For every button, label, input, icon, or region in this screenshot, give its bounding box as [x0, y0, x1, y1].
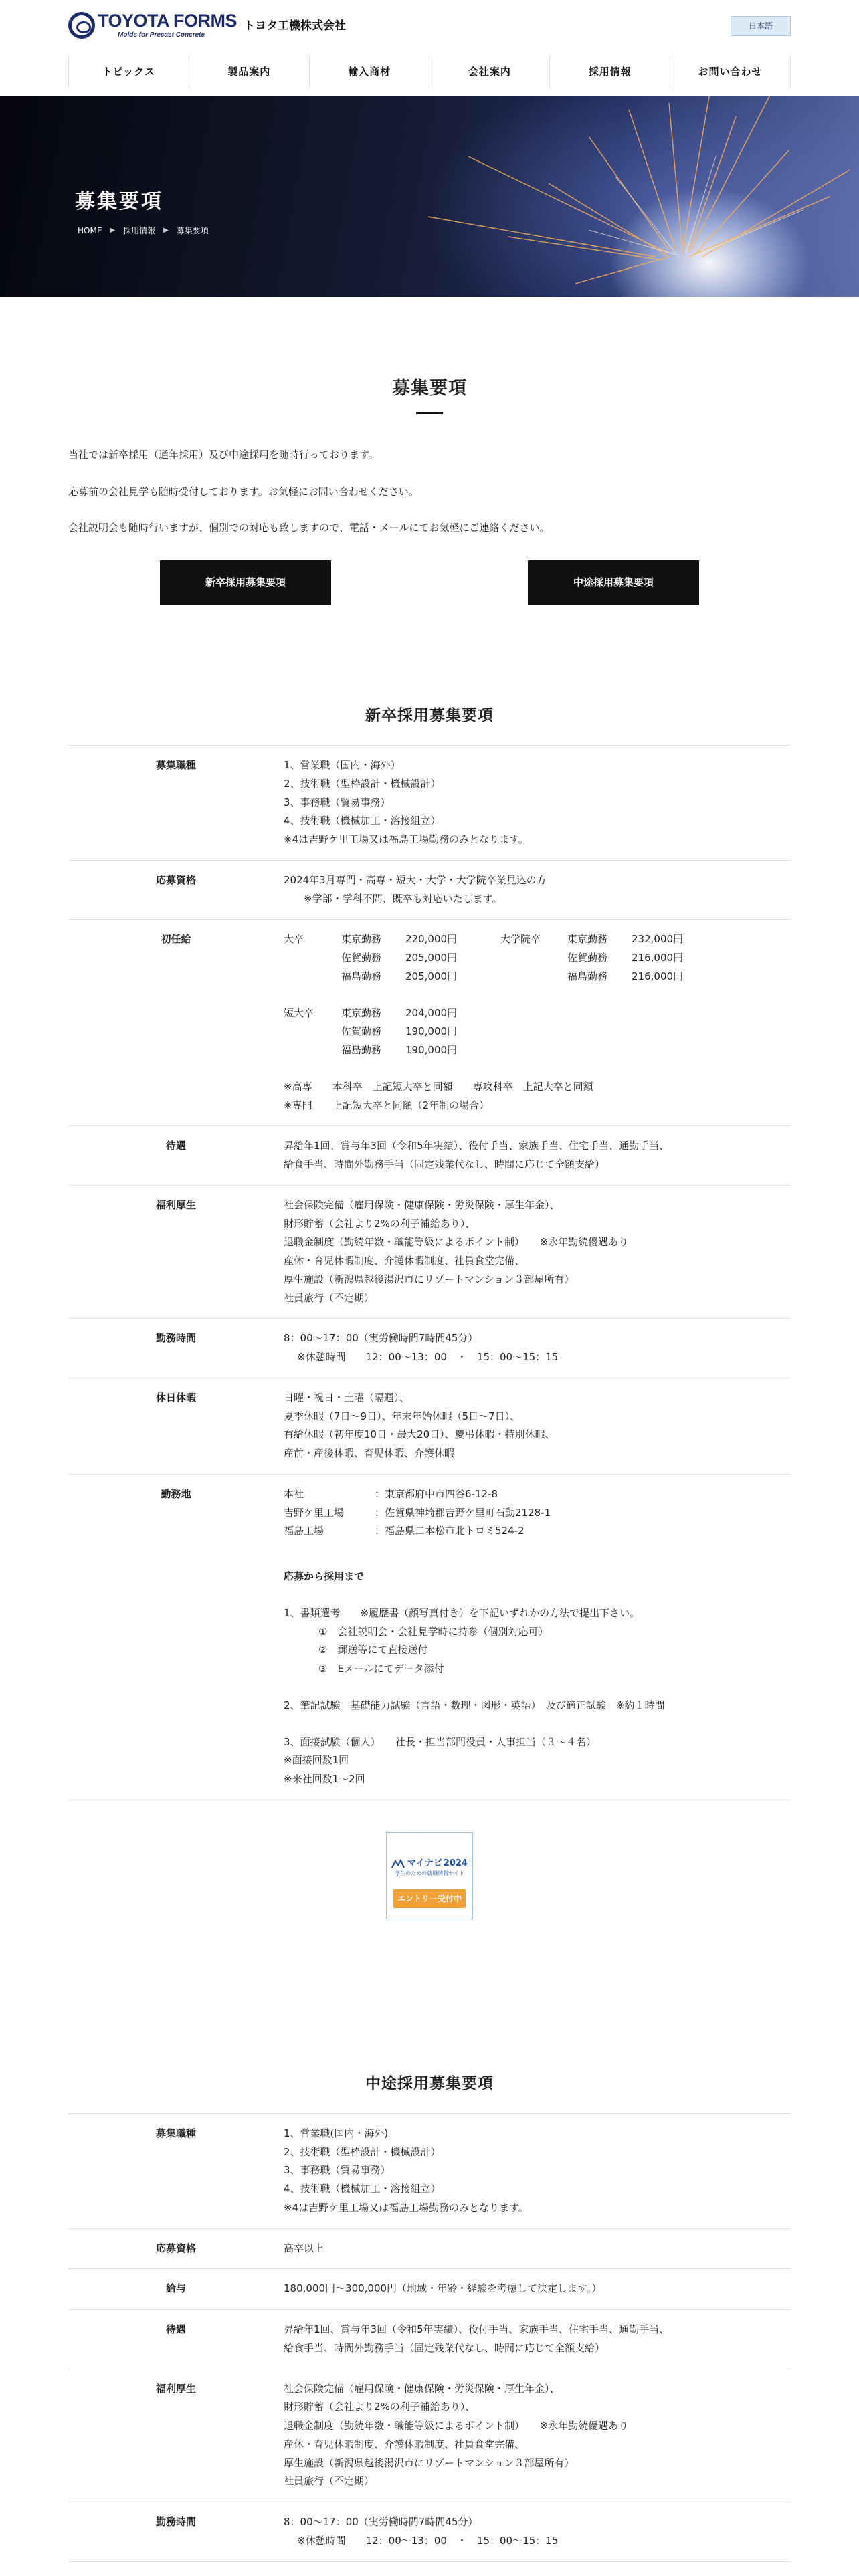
process-step-3: 3、面接試験（個人） 社長・担当部門役員・人事担当（３〜４名）	[284, 1735, 597, 1748]
intro-paragraph: 会社説明会も随時行いますが、個別での対応も致しますので、電話・メールにてお気軽にご連絡ください。	[68, 522, 550, 534]
salary-value	[284, 920, 791, 1126]
table-row	[68, 2502, 791, 2562]
table-row	[68, 746, 791, 861]
qualification-value: 高卒以上	[284, 2228, 791, 2269]
nav-company[interactable]: 会社案内	[430, 55, 550, 88]
mynavi-logo: マイナビ	[407, 1858, 442, 1868]
language-button[interactable]: 日本語	[731, 16, 791, 36]
location-address: ：東京都府中市四谷6-12-8	[375, 1487, 498, 1500]
qualification-value: 2024年3月専門・高専・短大・大学・大学院卒業見込の方	[284, 873, 547, 886]
salary-location: 福島勤務	[341, 970, 382, 982]
break-time: ※休憩時間 12：00〜13：00 ・ 15：00〜15：15	[297, 1351, 559, 1364]
process-step-3-notes: ※面接回数1回 ※来社回数1〜2回	[284, 1754, 365, 1786]
table-row	[68, 1185, 791, 1319]
table-row	[68, 2369, 791, 2502]
treatment-value: 昇給年1回、賞与年3回（令和5年実績）、役付手当、家族手当、住宅手当、通勤手当、 給食手当、時間外勤務手当（固定残業代なし、時間に応じて全額支給）	[284, 2310, 791, 2369]
row-label: 福利厚生	[68, 2369, 284, 2502]
location-name: 吉野ケ里工場	[284, 1506, 345, 1519]
salary-amount: 204,000円	[405, 1006, 458, 1019]
salary-univ	[284, 930, 500, 986]
location-name: 本社	[284, 1487, 304, 1500]
process-step-1-item: ① 会社説明会・会社見学時に持参（個別対応可）	[318, 1625, 549, 1638]
location-value	[284, 1474, 791, 1800]
location-name: 福島工場	[284, 1525, 324, 1537]
row-label: 応募資格	[68, 2228, 284, 2269]
mid-career-table	[68, 2113, 791, 2562]
table-row	[68, 1474, 791, 1800]
table-row	[68, 1126, 791, 1186]
process-step-1-item: ② 郵送等にて直接送付	[318, 1644, 428, 1656]
process-title: 応募から採用まで	[284, 1570, 365, 1583]
table-row	[68, 2113, 791, 2228]
table-row	[68, 2310, 791, 2369]
logo-tagline: Molds for Precast Concrete	[118, 31, 205, 39]
mynavi-year: 2024	[443, 1858, 468, 1868]
welfare-value: 社会保険完備（雇用保険・健康保険・労災保険・厚生年金）、 財形貯蓄（会社より2%の利子補給あり）、 退職金制度（勤続年数・職能等級によるポイント制） ※永年勤続優遇あり 産休・育児休暇制度、介護休暇制度、社員食堂完備、 厚生施設（新潟県越後湯沢市にリゾートマンション３部屋所有） 社員旅行（不定期）	[284, 1185, 791, 1319]
salary-amount: 205,000円	[405, 970, 458, 982]
salary-location: 福島勤務	[341, 1044, 382, 1057]
salary-group-label: 大学院卒	[500, 933, 541, 946]
nav-recruit[interactable]: 採用情報	[550, 55, 670, 88]
new-grad-title: 新卒採用募集要項	[365, 707, 494, 725]
salary-group-label: 大卒	[284, 933, 304, 946]
intro-paragraph: 当社では新卒採用（通年採用）及び中途採用を随時行っております。	[68, 448, 379, 461]
row-label: 初任給	[68, 920, 284, 1126]
company-name: トヨタ工機株式会社	[244, 19, 346, 33]
hours-value: 8：00〜17：00（実労働時間7時間45分）	[284, 2516, 478, 2529]
mid-career-title: 中途採用募集要項	[365, 2074, 494, 2092]
toyota-forms-logo-icon	[68, 12, 95, 39]
location-address: ：福島県二本松市北トロミ524-2	[375, 1525, 524, 1537]
row-label: 福利厚生	[68, 1185, 284, 1319]
salary-amount: 205,000円	[405, 952, 458, 964]
nav-contact[interactable]: お問い合わせ	[670, 55, 791, 88]
table-row	[68, 2269, 791, 2310]
salary-location: 東京勤務	[341, 933, 382, 946]
row-label: 応募資格	[68, 860, 284, 920]
process-step-1-item: ③ Eメールにてデータ添付	[318, 1662, 444, 1675]
row-label: 勤務地	[68, 1474, 284, 1800]
row-label: 勤務時間	[68, 2502, 284, 2562]
treatment-value: 昇給年1回、賞与年3回（令和5年実績）、役付手当、家族手当、住宅手当、通勤手当、 給食手当、時間外勤務手当（固定残業代なし、時間に応じて全額支給）	[284, 1126, 791, 1186]
break-time: ※休憩時間 12：00〜13：00 ・ 15：00〜15：15	[297, 2534, 559, 2547]
row-label: 募集職種	[68, 2113, 284, 2228]
qualification-note: ※学部・学科不問、既卒も対応いたします。	[304, 892, 502, 905]
mynavi-banner[interactable]	[386, 1832, 473, 1919]
intro-section	[68, 376, 791, 605]
section-title: 募集要項	[392, 378, 467, 399]
salary-location: 佐賀勤務	[341, 952, 382, 964]
salary-value: 180,000円〜300,000円（地域・年齢・経験を考慮して決定します。）	[284, 2269, 791, 2310]
salary-location: 佐賀勤務	[341, 1025, 382, 1038]
salary-location: 東京勤務	[341, 1006, 382, 1019]
global-nav	[68, 55, 791, 88]
entry-button[interactable]: エントリー受付中	[393, 1889, 466, 1908]
location-list	[284, 1485, 777, 1541]
site-logo[interactable]	[68, 12, 346, 39]
salary-amount: 190,000円	[405, 1025, 458, 1038]
salary-group-label: 短大卒	[284, 1006, 314, 1019]
table-row	[68, 1319, 791, 1378]
row-label: 給与	[68, 2269, 284, 2310]
table-row	[68, 1378, 791, 1474]
salary-grad	[500, 930, 683, 986]
breadcrumb	[78, 223, 209, 238]
salary-location: 福島勤務	[567, 970, 608, 982]
row-label: 勤務時間	[68, 1319, 284, 1378]
site-header	[0, 0, 859, 96]
new-grad-button[interactable]: 新卒採用募集要項	[160, 560, 331, 605]
process-step-2: 2、筆記試験 基礎能力試験（言語・数理・図形・英語） 及び適正試験 ※約１時間	[284, 1699, 665, 1711]
breadcrumb-current: 募集要項	[176, 226, 209, 235]
positions-value: 1、営業職(国内・海外) 2、技術職（型枠設計・機械設計） 3、事務職（貿易事務） 4、技術職（機械加工・溶接組立） ※4は吉野ケ里工場又は福島工場勤務のみとなります。	[284, 2113, 791, 2228]
row-label: 待遇	[68, 2310, 284, 2369]
salary-note: ※専門 上記短大卒と同額（2年制の場合）	[284, 1099, 490, 1111]
welfare-value: 社会保険完備（雇用保険・健康保険・労災保険・厚生年金）、 財形貯蓄（会社より2%の利子補給あり）、 退職金制度（勤続年数・職能等級によるポイント制） ※永年勤続優遇あり 産休・育児休暇制度、介護休暇制度、社員食堂完備、 厚生施設（新潟県越後湯沢市にリゾートマンション３部屋所有） 社員旅行（不定期）	[284, 2369, 791, 2502]
intro-paragraph: 応募前の会社見学も随時受付しております。お気軽にお問い合わせください。	[68, 485, 419, 498]
holidays-value: 日曜・祝日・土曜（隔週）、 夏季休暇（7日〜9日）、年末年始休暇（5日〜7日）、 有給休暇（初年度10日・最大20日）、慶弔休暇・特別休暇、 産前・産後休暇、育児休暇、介護休暇	[284, 1378, 791, 1474]
nav-topics[interactable]: トピックス	[69, 55, 189, 88]
salary-amount: 190,000円	[405, 1044, 458, 1057]
breadcrumb-separator-icon: ▶	[110, 226, 116, 234]
mynavi-subtitle: 学生のための就職情報サイト	[395, 1870, 464, 1876]
salary-amount: 216,000円	[632, 952, 684, 964]
salary-location: 東京勤務	[567, 933, 608, 946]
breadcrumb-recruit[interactable]: 採用情報	[123, 226, 156, 235]
table-row	[68, 860, 791, 920]
mid-career-button[interactable]: 中途採用募集要項	[528, 560, 699, 605]
salary-amount: 232,000円	[632, 933, 684, 946]
table-row	[68, 920, 791, 1126]
nav-imports[interactable]: 輸入商材	[310, 55, 430, 88]
anchor-buttons	[68, 560, 791, 605]
breadcrumb-home[interactable]: HOME	[78, 226, 102, 235]
hero-banner	[0, 96, 859, 297]
mynavi-logo-icon	[391, 1859, 405, 1868]
positions-value: 1、営業職（国内・海外） 2、技術職（型枠設計・機械設計） 3、事務職（貿易事務） 4、技術職（機械加工・溶接組立） ※4は吉野ケ里工場又は福島工場勤務のみとなります。	[284, 746, 791, 861]
row-label: 待遇	[68, 1126, 284, 1186]
salary-amount: 216,000円	[632, 970, 684, 982]
logo-brand: TOYOTA FORMS	[98, 11, 237, 31]
table-row	[68, 2228, 791, 2269]
new-grad-table	[68, 745, 791, 1800]
process-step-1: 1、書類選考 ※履歴書（顔写真付き）を下記いずれかの方法で提出下さい。	[284, 1606, 640, 1619]
banner-wrap	[0, 1832, 859, 1926]
page-title: 募集要項	[75, 190, 163, 213]
location-address: ：佐賀県神埼郡吉野ケ里町石動2128-1	[375, 1506, 551, 1519]
nav-products[interactable]: 製品案内	[189, 55, 310, 88]
row-label: 休日休暇	[68, 1378, 284, 1474]
hours-value: 8：00〜17：00（実労働時間7時間45分）	[284, 1332, 478, 1345]
salary-location: 佐賀勤務	[567, 952, 608, 964]
salary-amount: 220,000円	[405, 933, 458, 946]
row-label: 募集職種	[68, 746, 284, 861]
salary-junior	[284, 1004, 500, 1060]
title-underline	[416, 412, 443, 414]
breadcrumb-separator-icon: ▶	[163, 226, 169, 234]
salary-note: ※高専 本科卒 上記短大卒と同額 専攻科卒 上記大卒と同額	[284, 1080, 593, 1093]
